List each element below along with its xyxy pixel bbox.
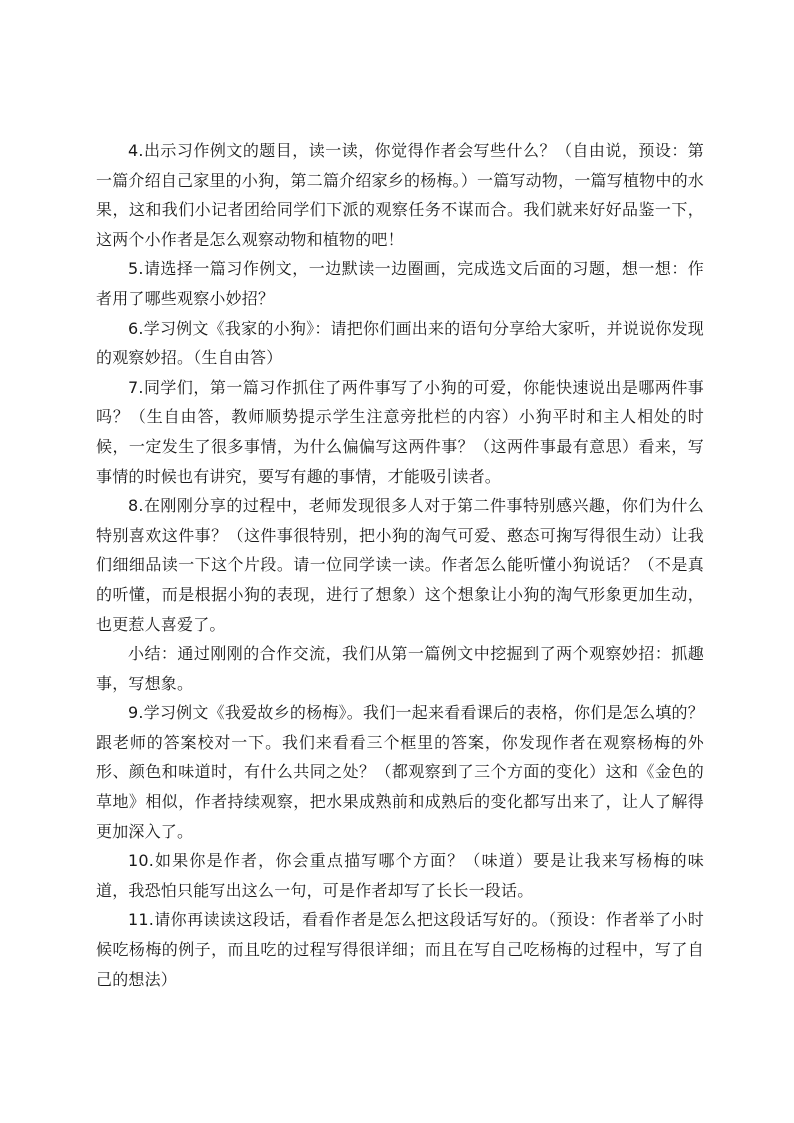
paragraph-9: 9.学习例文《我爱故乡的杨梅》。我们一起来看看课后的表格，你们是怎么填的？跟老师的答案校对一下。我们来看看三个框里的答案，你发现作者在观察杨梅的外形、颜色和味道时，有什么共同之处？（都观察到了三个方面的变化）这和《金色的草地》相似，作者持续观察，把水果成熟前和成熟后的变化都写出来了，让人了解得更加深入了。 bbox=[96, 703, 704, 841]
paragraph-4: 4.出示习作例文的题目，读一读，你觉得作者会写些什么？（自由说，预设：第一篇介绍自己家里的小狗，第二篇介绍家乡的杨梅。）一篇写动物，一篇写植物中的水果，这和我们小记者团给同学们下派的观察任务不谋而合。我们就来好好品鉴一下，这两个小作者是怎么观察动物和植物的吧！ bbox=[96, 141, 704, 249]
paragraph-10: 10.如果你是作者，你会重点描写哪个方面？（味道）要是让我来写杨梅的味道，我恐怕只能写出这么一句，可是作者却写了长长一段话。 bbox=[96, 851, 704, 900]
paragraph-7: 7.同学们，第一篇习作抓住了两件事写了小狗的可爱，你能快速说出是哪两件事吗？（生自由答，教师顺势提示学生注意旁批栏的内容）小狗平时和主人相处的时候，一定发生了很多事情，为什么偏偏写这两件事？（这两件事最有意思）看来，写事情的时候也有讲究，要写有趣的事情，才能吸引读者。 bbox=[96, 377, 704, 486]
paragraph-6: 6.学习例文《我家的小狗》：请把你们画出来的语句分享给大家听，并说说你发现的观察妙招。（生自由答） bbox=[96, 318, 704, 368]
summary-paragraph: 小结：通过刚刚的合作交流，我们从第一篇例文中挖掘到了两个观察妙招：抓趣事，写想象。 bbox=[96, 644, 704, 693]
document-body bbox=[96, 136, 704, 994]
paragraph-8: 8.在刚刚分享的过程中，老师发现很多人对于第二件事特别感兴趣，你们为什么特别喜欢这件事？（这件事很特别，把小狗的淘气可爱、憨态可掬写得很生动）让我们细细品读一下这个片段。请一位同学读一读。作者怎么能听懂小狗说话？（不是真的听懂，而是根据小狗的表现，进行了想象）这个想象让小狗的淘气形象更加生动，也更惹人喜爱了。 bbox=[96, 496, 704, 634]
paragraph-5: 5.请选择一篇习作例文，一边默读一边圈画，完成选文后面的习题，想一想：作者用了哪些观察小妙招？ bbox=[96, 259, 704, 308]
paragraph-11: 11.请你再读读这段话，看看作者是怎么把这段话写好的。（预设：作者举了小时候吃杨梅的例子，而且吃的过程写得很详细；而且在写自己吃杨梅的过程中，写了自己的想法） bbox=[96, 910, 704, 989]
